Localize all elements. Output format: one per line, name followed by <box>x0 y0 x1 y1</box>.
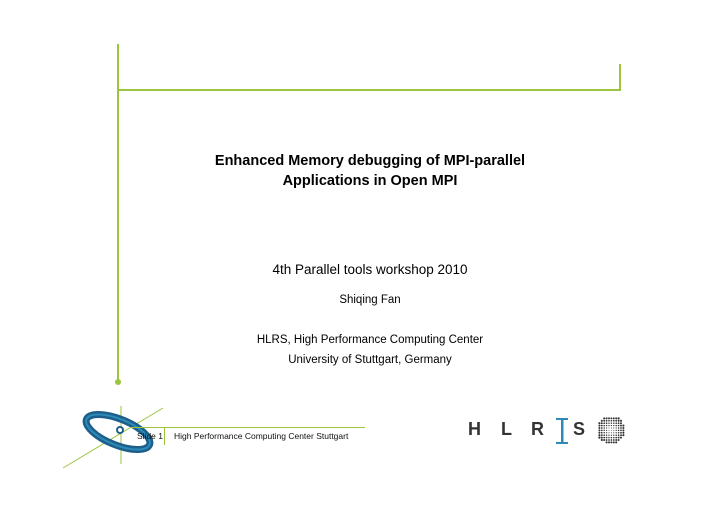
hlrs-logo-letter-r: R <box>531 419 544 439</box>
affiliation-line-1: HLRS, High Performance Computing Center <box>256 334 484 346</box>
hlrs-logo-letter-h: H <box>468 419 481 439</box>
event-name: 4th Parallel tools workshop 2010 <box>272 262 468 277</box>
hlrs-logo-letter-s: S <box>573 419 586 439</box>
hlrs-logo-bar-icon <box>554 416 570 446</box>
footer-horizontal-rule <box>130 427 365 428</box>
slide-title-line-1: Enhanced Memory debugging of MPI-parallel <box>214 153 526 169</box>
author-name: Shiqing Fan <box>339 294 401 306</box>
slide-number: Slide 1 <box>137 431 163 441</box>
footer-center-name: High Performance Computing Center Stuttgart <box>174 431 349 441</box>
affiliation-line-2: University of Stuttgart, Germany <box>288 354 452 366</box>
top-horizontal-rule <box>118 89 621 91</box>
right-vertical-rule <box>619 64 621 91</box>
footer-vertical-rule <box>164 427 165 445</box>
left-vertical-rule <box>117 44 119 384</box>
slide-title-line-2: Applications in Open MPI <box>282 173 458 189</box>
left-rule-end-dot <box>115 379 121 385</box>
hlrs-logo-letter-l: L <box>501 419 512 439</box>
hlrs-logo-dot-globe-icon <box>596 415 626 445</box>
hlrs-logo <box>462 414 632 446</box>
